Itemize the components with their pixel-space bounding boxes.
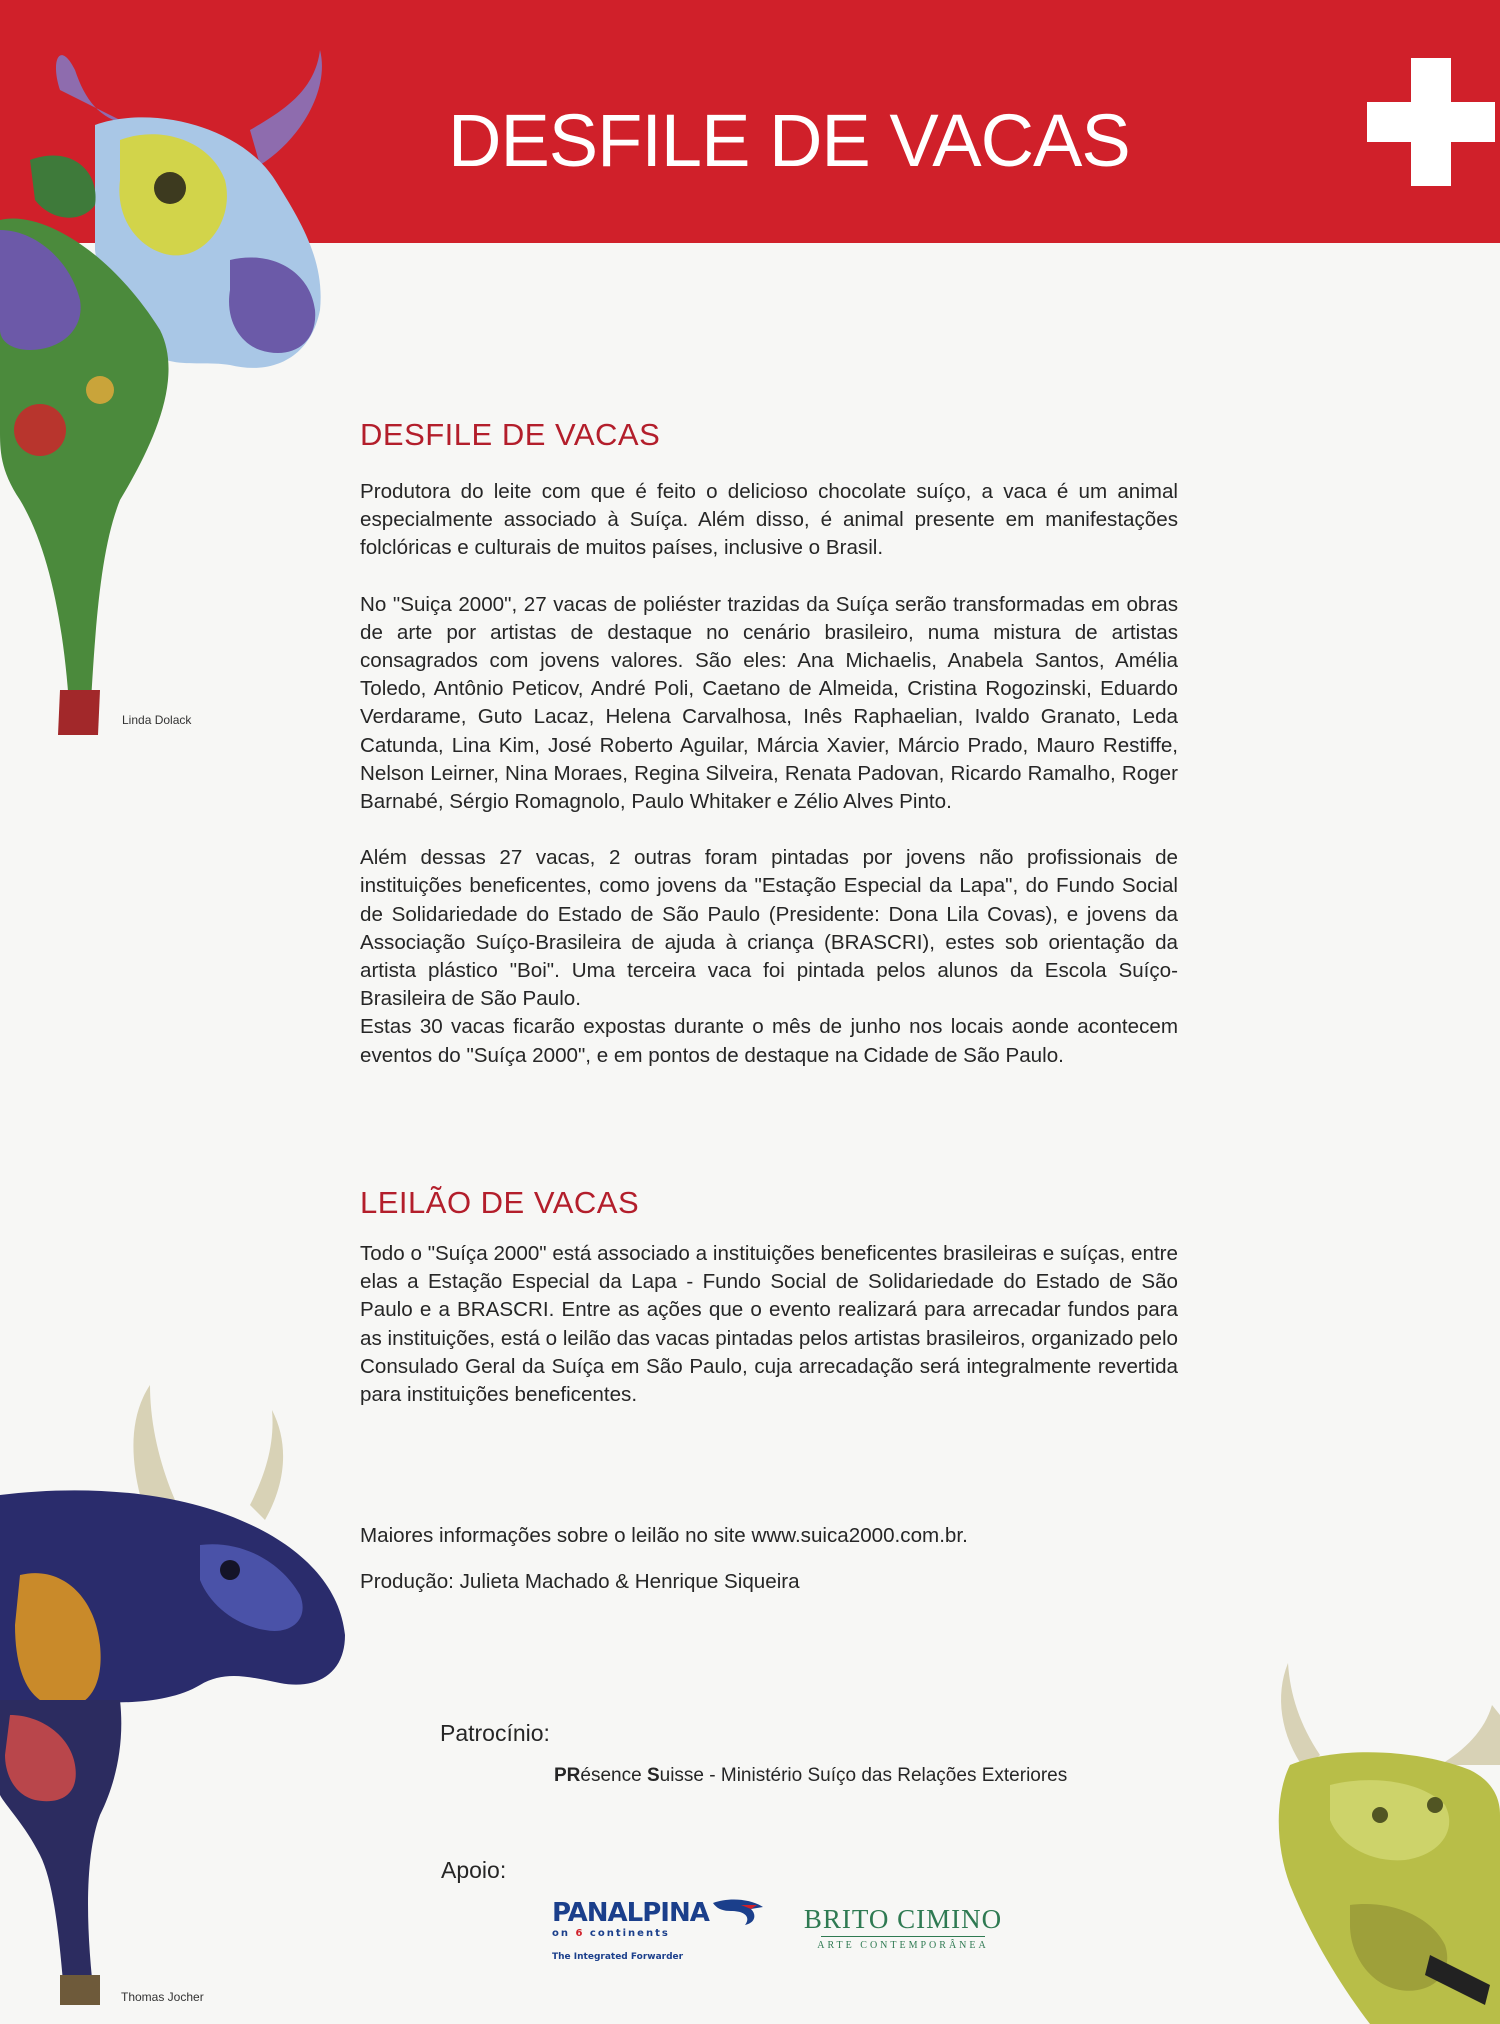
sponsorship-label: Patrocínio:	[440, 1720, 550, 1746]
painted-cow-yellow-image	[1230, 1655, 1500, 2024]
artist-caption-bottom: Thomas Jocher	[121, 1990, 204, 2004]
sponsor-presence-suisse: PRésence Suisse - Ministério Suíço das Relações Exteriores	[554, 1765, 1068, 1786]
brito-cimino-logo: BRITO CIMINO ARTE CONTEMPORÂNEA	[803, 1904, 1003, 1951]
banner-title: DESFILE DE VACAS	[448, 99, 1130, 182]
section-desfile	[360, 417, 1178, 453]
painted-cow-floral-image	[0, 30, 340, 740]
painted-cow-blue-image	[0, 1385, 350, 2015]
info-block	[360, 1522, 1178, 1596]
section-desfile-body	[360, 478, 1178, 1070]
paragraph: Estas 30 vacas ficarão expostas durante o mês de junho nos locais aonde acontecem eventos do "Suíça 2000", e em pontos de destaque na Cidade de São Paulo.	[360, 1015, 1178, 1067]
section-heading-leilao: LEILÃO DE VACAS	[360, 1185, 640, 1220]
support-label: Apoio:	[441, 1857, 507, 1883]
swiss-cross-icon	[1367, 58, 1495, 186]
paragraph: No "Suiça 2000", 27 vacas de poliéster trazidas da Suíça serão transformadas em obras de arte por artistas de destaque no cenário brasileiro, numa mistura de artistas consagrados com jovens valores. São eles: Ana Michaelis, Anabela Santos, Amélia Toledo, Antônio Peticov, André Poli, Caetano de Almeida, Cristina Rogozinski, Eduardo Verdarame, Guto Lacaz, Helena Carvalhosa, Inês Raphaelian, Ivaldo Granato, Leda Catunda, Lina Kim, José Roberto Aguilar, Márcia Xavier, Márcio Prado, Mauro Restiffe, Nelson Leirner, Nina Moraes, Regina Silveira, Renata Padovan, Ricardo Ramalho, Roger Barnabé, Sérgio Romagnolo, Paulo Whitaker e Zélio Alves Pinto.	[360, 592, 1178, 814]
panalpina-logo: PANALPINA on 6 continents The Integrated Forwarder	[552, 1897, 752, 1969]
section-heading-desfile: DESFILE DE VACAS	[360, 417, 661, 452]
paragraph: Além dessas 27 vacas, 2 outras foram pintadas por jovens não profissionais de instituições beneficentes, como jovens da "Estação Especial da Lapa", do Fundo Social de Solidariedade do Estado de São Paulo (Presidente: Dona Lila Covas), e jovens da Associação Suíço-Brasileira de ajuda à criança (BRASCRI), estes sob orientação da artista plástico "Boi". Uma terceira vaca foi pintada pelos alunos da Escola Suíço-Brasileira de São Paulo.	[360, 846, 1178, 1011]
panalpina-swoosh-icon	[711, 1897, 765, 1927]
more-info-text: Maiores informações sobre o leilão no site www.suica2000.com.br.	[360, 1524, 968, 1547]
section-leilao	[360, 1185, 1178, 1221]
section-leilao-body	[360, 1240, 1178, 1409]
paragraph: Produtora do leite com que é feito o delicioso chocolate suíço, a vaca é um animal especialmente associado à Suíça. Além disso, é animal presente em manifestações folclóricas e culturais de muitos países, inclusive o Brasil.	[360, 480, 1178, 560]
production-credit: Produção: Julieta Machado & Henrique Siqueira	[360, 1570, 800, 1593]
paragraph: Todo o "Suíça 2000" está associado a instituições beneficentes brasileiras e suíças, entre elas a Estação Especial da Lapa - Fundo Social de Solidariedade do Estado de São Paulo e a BRASCRI. Entre as ações que o evento realizará para arrecadar fundos para as instituições, está o leilão das vacas pintadas pelos artistas brasileiros, organizado pelo Consulado Geral da Suíça em São Paulo, cuja arrecadação será integralmente revertida para instituições beneficentes.	[360, 1242, 1178, 1407]
artist-caption-top: Linda Dolack	[122, 713, 192, 727]
